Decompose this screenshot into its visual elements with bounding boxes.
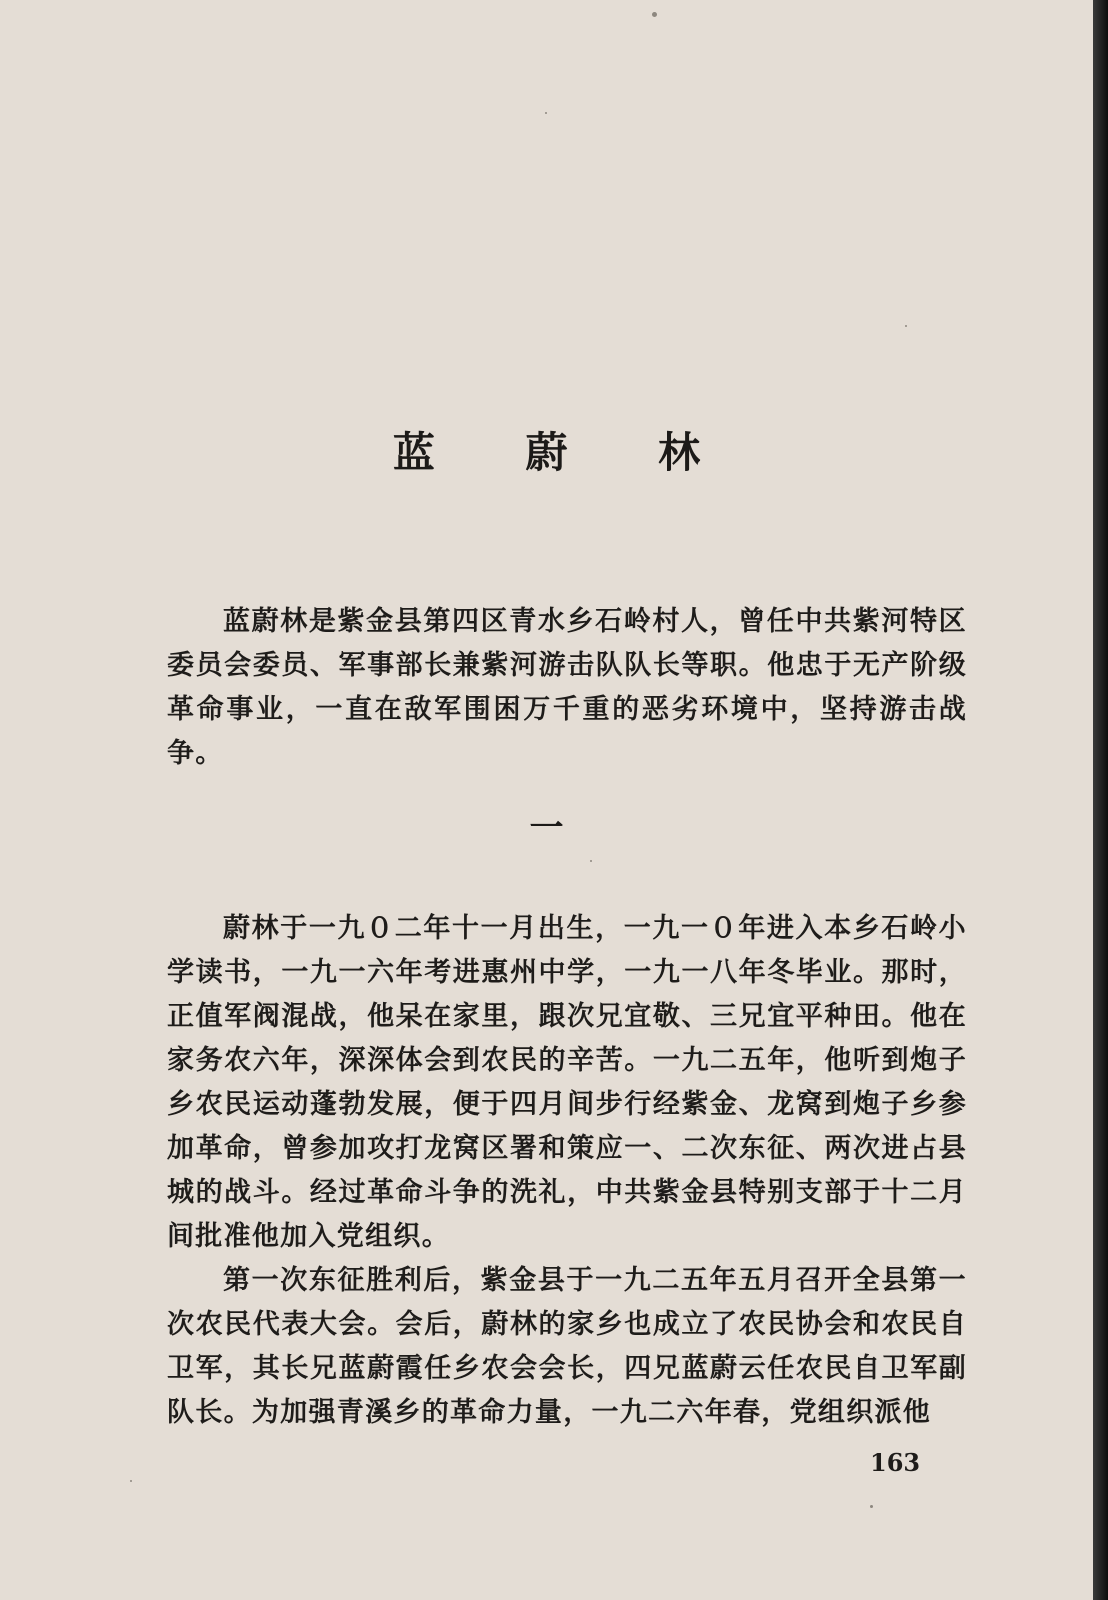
ink-speck	[905, 325, 907, 327]
ink-speck	[545, 112, 547, 114]
paragraph: 蓝蔚林是紫金县第四区青水乡石岭村人，曾任中共紫河特区委员会委员、军事部长兼紫河游击队队长等职。他忠于无产阶级革命事业，一直在敌军围困万千重的恶劣环境中，坚持游击战争。	[167, 606, 967, 769]
paragraph: 蔚林于一九０二年十一月出生，一九一０年进入本乡石岭小学读书，一九一六年考进惠州中学，一九一八年冬毕业。那时，正值军阀混战，他呆在家里，跟次兄宜敬、三兄宜平种田。他在家务农六年，深深体会到农民的辛苦。一九二五年，他听到炮子乡农民运动蓬勃发展，便于四月间步行经紫金、龙窝到炮子乡参加革命，曾参加攻打龙窝区署和策应一、二次东征、两次进占县城的战斗。经过革命斗争的洗礼，中共紫金县特别支部于十二月间批准他加入党组织。	[167, 913, 967, 1252]
section-heading: 一	[529, 808, 564, 848]
ink-speck	[652, 12, 657, 17]
ink-speck	[130, 1480, 132, 1482]
paragraph: 第一次东征胜利后，紫金县于一九二五年五月召开全县第一次农民代表大会。会后，蔚林的家乡也成立了农民协会和农民自卫军，其长兄蓝蔚霞任乡农会会长，四兄蓝蔚云任农民自卫军副队长。为加强青溪乡的革命力量，一九二六年春，党组织派他	[167, 1265, 967, 1428]
ink-speck	[590, 860, 592, 862]
intro-text	[167, 600, 967, 776]
scan-border	[1093, 0, 1108, 1600]
section-body-text	[167, 907, 967, 1435]
page-title: 蓝 蔚 林	[392, 428, 739, 477]
page-number: 163	[870, 1448, 921, 1477]
ink-speck	[870, 1505, 873, 1508]
